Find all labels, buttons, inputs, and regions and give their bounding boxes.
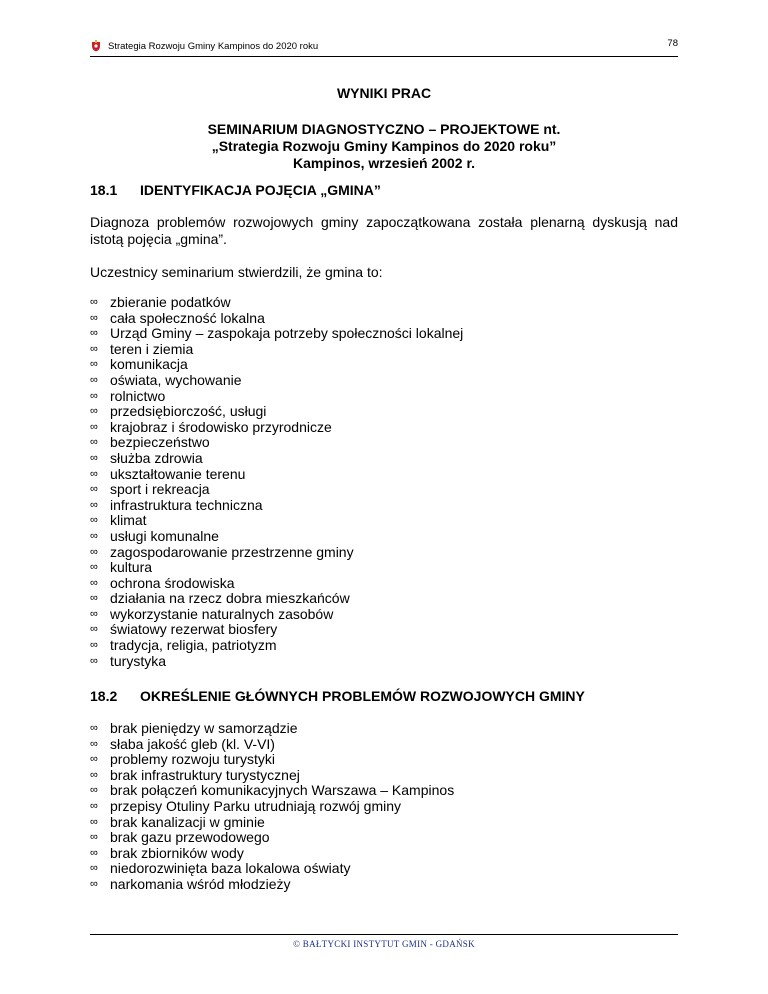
list-item-text: oświata, wychowanie xyxy=(110,371,242,388)
list-item-text: działania na rzecz dobra mieszkańców xyxy=(110,590,350,607)
list-item-text: tradycja, religia, patriotyzm xyxy=(110,637,277,654)
page-number: 78 xyxy=(667,38,678,49)
seminar-date: Kampinos, wrzesień 2002 r. xyxy=(292,155,476,171)
list-item-text: wykorzystanie naturalnych zasobów xyxy=(110,605,334,622)
list-item-text: przepisy Otuliny Parku utrudniają rozwój gminy xyxy=(110,797,402,814)
list-item-text: narkomania wśród młodzieży xyxy=(110,875,291,892)
page-header xyxy=(90,38,678,57)
bullet-icon: ∞ xyxy=(90,327,98,340)
bullet-icon: ∞ xyxy=(90,342,98,355)
list-item xyxy=(90,389,463,405)
list-item xyxy=(90,404,463,420)
list-item xyxy=(90,311,463,327)
bullet-icon: ∞ xyxy=(90,768,98,781)
bullet-icon: ∞ xyxy=(90,654,98,667)
list-item-text: światowy rezerwat biosfery xyxy=(110,621,278,638)
list-item-text: teren i ziemia xyxy=(110,340,194,357)
list-item-text: bezpieczeństwo xyxy=(110,434,210,451)
bullet-icon: ∞ xyxy=(90,483,98,496)
strategy-title: „Strategia Rozwoju Gminy Kampinos do 2020 roku” xyxy=(211,138,557,154)
bullet-icon: ∞ xyxy=(90,467,98,480)
list-item-text: kultura xyxy=(110,559,153,576)
list-item-text: brak kanalizacji w gminie xyxy=(110,813,265,830)
list-item-text: cała społeczność lokalna xyxy=(110,309,265,326)
list-item-text: ukształtowanie terenu xyxy=(110,465,246,482)
bullet-icon: ∞ xyxy=(90,436,98,449)
bullet-icon: ∞ xyxy=(90,737,98,750)
list-item xyxy=(90,373,463,389)
list-item xyxy=(90,638,463,654)
list-item-text: krajobraz i środowisko przyrodnicze xyxy=(110,418,332,435)
list-item-text: turystyka xyxy=(110,652,167,669)
bullet-icon: ∞ xyxy=(90,296,98,308)
list-item xyxy=(90,357,463,373)
list-item xyxy=(90,815,454,831)
list-item xyxy=(90,482,463,498)
section-heading-18-2 xyxy=(90,688,585,704)
list-item xyxy=(90,560,463,576)
bullet-icon: ∞ xyxy=(90,784,98,797)
list-item-text: brak infrastruktury turystycznej xyxy=(110,766,300,783)
bullet-icon: ∞ xyxy=(90,514,98,527)
coat-of-arms-icon xyxy=(90,40,102,52)
list-item xyxy=(90,529,463,545)
list-item-text: zbieranie podatków xyxy=(110,294,231,310)
gmina-definition-list xyxy=(90,295,463,669)
list-item xyxy=(90,622,463,638)
bullet-icon: ∞ xyxy=(90,799,98,812)
list-item xyxy=(90,295,463,311)
list-item xyxy=(90,846,454,862)
list-item xyxy=(90,467,463,483)
list-item-text: komunikacja xyxy=(110,356,188,373)
bullet-icon: ∞ xyxy=(90,846,98,859)
bullet-icon: ∞ xyxy=(90,623,98,636)
list-item xyxy=(90,326,463,342)
bullet-icon: ∞ xyxy=(90,831,98,844)
footer-text: © BAŁTYCKI INSTYTUT GMIN - GDAŃSK xyxy=(293,939,475,949)
bullet-icon: ∞ xyxy=(90,405,98,418)
list-item-text: usługi komunalne xyxy=(110,527,219,544)
list-item xyxy=(90,591,463,607)
list-item xyxy=(90,498,463,514)
lead-paragraph: Uczestnicy seminarium stwierdzili, że gmina to: xyxy=(90,264,383,280)
seminar-title: SEMINARIUM DIAGNOSTYCZNO – PROJEKTOWE nt. xyxy=(207,121,561,137)
bullet-icon: ∞ xyxy=(90,358,98,371)
list-item-text: rolnictwo xyxy=(110,387,166,404)
bullet-icon: ∞ xyxy=(90,815,98,828)
bullet-icon: ∞ xyxy=(90,722,98,734)
list-item xyxy=(90,877,454,893)
bullet-icon: ∞ xyxy=(90,862,98,875)
list-item xyxy=(90,342,463,358)
list-item xyxy=(90,513,463,529)
problems-list xyxy=(90,721,454,893)
list-item xyxy=(90,752,454,768)
bullet-icon: ∞ xyxy=(90,373,98,386)
section-number: 18.2 xyxy=(90,688,118,704)
bullet-icon: ∞ xyxy=(90,498,98,511)
list-item-text: brak gazu przewodowego xyxy=(110,829,270,846)
list-item xyxy=(90,576,463,592)
list-item xyxy=(90,435,463,451)
bullet-icon: ∞ xyxy=(90,389,98,402)
bullet-icon: ∞ xyxy=(90,545,98,558)
list-item xyxy=(90,721,454,737)
section-heading-18-1 xyxy=(90,182,381,198)
section-title: OKREŚLENIE GŁÓWNYCH PROBLEMÓW ROZWOJOWYCH GMINY xyxy=(140,688,585,704)
bullet-icon: ∞ xyxy=(90,561,98,574)
list-item xyxy=(90,607,463,623)
list-item xyxy=(90,799,454,815)
main-heading: WYNIKI PRAC xyxy=(336,85,432,101)
list-item-text: problemy rozwoju turystyki xyxy=(110,751,275,768)
bullet-icon: ∞ xyxy=(90,753,98,766)
section-title: IDENTYFIKACJA POJĘCIA „GMINA” xyxy=(140,182,381,198)
list-item-text: brak połączeń komunikacyjnych Warszawa – Kampinos xyxy=(110,782,455,799)
list-item-text: Urząd Gminy – zaspokaja potrzeby społeczności lokalnej xyxy=(110,325,464,342)
list-item-text: ochrona środowiska xyxy=(110,574,235,591)
bullet-icon: ∞ xyxy=(90,420,98,433)
section-number: 18.1 xyxy=(90,182,118,198)
list-item-text: niedorozwinięta baza lokalowa oświaty xyxy=(110,860,351,877)
list-item xyxy=(90,861,454,877)
list-item-text: infrastruktura techniczna xyxy=(110,496,263,513)
list-item xyxy=(90,654,463,670)
list-item-text: brak pieniędzy w samorządzie xyxy=(110,720,298,736)
bullet-icon: ∞ xyxy=(90,877,98,890)
list-item-text: słaba jakość gleb (kl. V-VI) xyxy=(110,735,275,752)
intro-paragraph: Diagnoza problemów rozwojowych gminy zapoczątkowana została plenarną dyskusją nad istotą pojęcia „gmina”. xyxy=(90,214,678,247)
bullet-icon: ∞ xyxy=(90,311,98,324)
bullet-icon: ∞ xyxy=(90,592,98,605)
list-item-text: klimat xyxy=(110,512,147,529)
bullet-icon: ∞ xyxy=(90,576,98,589)
list-item xyxy=(90,830,454,846)
bullet-icon: ∞ xyxy=(90,451,98,464)
list-item xyxy=(90,545,463,561)
bullet-icon: ∞ xyxy=(90,639,98,652)
list-item-text: zagospodarowanie przestrzenne gminy xyxy=(110,543,354,560)
list-item xyxy=(90,451,463,467)
list-item xyxy=(90,420,463,436)
list-item-text: sport i rekreacja xyxy=(110,481,210,498)
list-item xyxy=(90,783,454,799)
list-item xyxy=(90,737,454,753)
bullet-icon: ∞ xyxy=(90,529,98,542)
list-item-text: służba zdrowia xyxy=(110,449,203,466)
list-item-text: brak zbiorników wody xyxy=(110,844,244,861)
bullet-icon: ∞ xyxy=(90,607,98,620)
list-item xyxy=(90,768,454,784)
list-item-text: przedsiębiorczość, usługi xyxy=(110,403,267,420)
page-footer xyxy=(90,934,678,949)
header-title: Strategia Rozwoju Gminy Kampinos do 2020 roku xyxy=(108,41,319,52)
